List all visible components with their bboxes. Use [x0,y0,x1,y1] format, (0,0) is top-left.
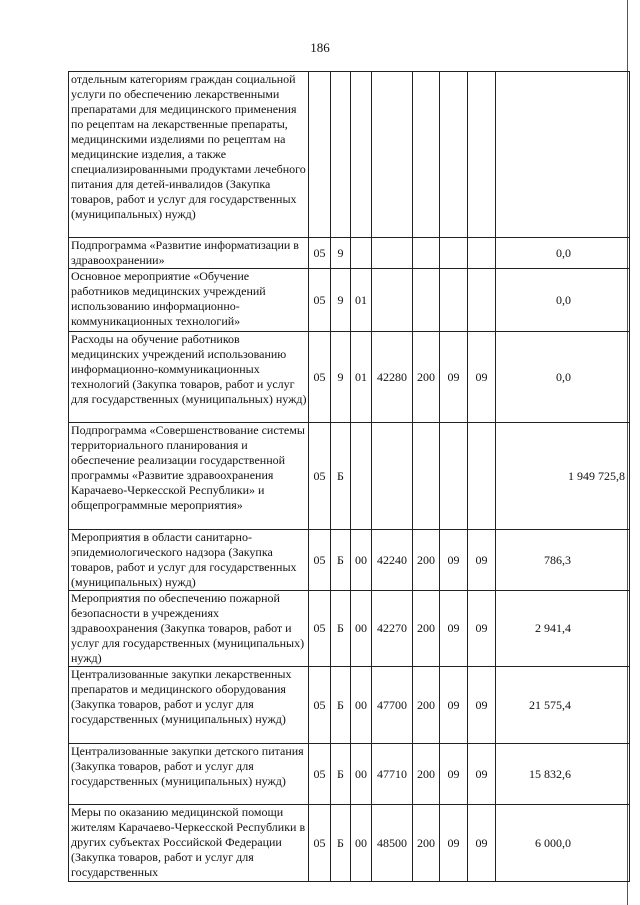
cell-c4: 47700 [372,667,413,744]
cell-c4: 47710 [372,744,413,805]
cell-c4: 42240 [372,530,413,591]
cell-c2: Б [331,744,351,805]
cell-c1: 05 [309,805,331,882]
row-name: Мероприятия в области санитарно-эпидемиологического надзора (Закупка товаров, работ и услуг для государственных (муниципальных) нужд) [69,530,309,591]
cell-c7 [468,269,496,332]
cell-c6 [440,269,468,332]
cell-amount: 0,0 [496,238,630,269]
cell-amount: 15 832,6 [496,744,630,805]
cell-c5 [413,423,440,530]
cell-amount: 1 949 725,8 [496,423,630,530]
table-row [69,332,630,423]
row-name: Основное мероприятие «Обучение работников медицинских учреждений использованию информационно-коммуникационных технологий» [69,269,309,332]
cell-c1: 05 [309,269,331,332]
cell-amount: 6 000,0 [496,805,630,882]
cell-c5 [413,72,440,238]
cell-c4: 48500 [372,805,413,882]
cell-c3 [351,423,372,530]
cell-amount: 21 575,4 [496,667,630,744]
cell-c7: 09 [468,667,496,744]
cell-c1: 05 [309,238,331,269]
cell-c2: 9 [331,238,351,269]
cell-c3: 00 [351,530,372,591]
cell-c7 [468,423,496,530]
table-row [69,591,630,667]
cell-c2: Б [331,591,351,667]
cell-c7 [468,238,496,269]
cell-c6: 09 [440,332,468,423]
cell-c7: 09 [468,591,496,667]
table-body [69,72,630,882]
table-row [69,805,630,882]
cell-c1: 05 [309,667,331,744]
cell-c3: 00 [351,667,372,744]
cell-c3: 00 [351,591,372,667]
cell-c7: 09 [468,805,496,882]
cell-c6 [440,72,468,238]
cell-c5: 200 [413,805,440,882]
cell-c4 [372,72,413,238]
cell-c1: 05 [309,591,331,667]
table-row [69,744,630,805]
cell-c1: 05 [309,423,331,530]
cell-c3 [351,72,372,238]
page-number: 186 [310,40,330,55]
table-row [69,238,630,269]
cell-c5: 200 [413,591,440,667]
cell-c3: 00 [351,805,372,882]
row-name: Подпрограмма «Развитие информатизации в здравоохранении» [69,238,309,269]
cell-c2: Б [331,667,351,744]
cell-c2: Б [331,423,351,530]
table-row [69,269,630,332]
table-row [69,423,630,530]
row-name: отдельным категориям граждан социальной услуги по обеспечению лекарственными препаратами для медицинского применения по рецептам на лекарственные препараты, медицинскими изделиями по рецептам на медицинские изделия, а также специализированными продуктами лечебного питания для детей-инвалидов (Закупка товаров, работ и услуг для государственных (муниципальных) нужд) [69,72,309,238]
table-row [69,530,630,591]
cell-c4: 42280 [372,332,413,423]
cell-amount: 2 941,4 [496,591,630,667]
cell-c2: Б [331,530,351,591]
cell-c2 [331,72,351,238]
cell-c7: 09 [468,530,496,591]
cell-amount: 0,0 [496,332,630,423]
cell-amount [496,72,630,238]
cell-c1: 05 [309,744,331,805]
cell-c2: 9 [331,269,351,332]
cell-c4 [372,238,413,269]
cell-c3: 01 [351,269,372,332]
cell-c1 [309,72,331,238]
cell-c2: 9 [331,332,351,423]
cell-c6: 09 [440,591,468,667]
cell-amount: 0,0 [496,269,630,332]
cell-c6: 09 [440,744,468,805]
row-name: Меры по оказанию медицинской помощи жителям Карачаево-Черкесской Республики в других субъектах Российской Федерации (Закупка товаров, работ и услуг для государственных [69,805,309,882]
cell-c6: 09 [440,530,468,591]
cell-c7: 09 [468,332,496,423]
cell-c6 [440,423,468,530]
cell-c5 [413,269,440,332]
cell-c3: 01 [351,332,372,423]
cell-c4 [372,423,413,530]
row-name: Подпрограмма «Совершенствование системы территориального планирования и обеспечение реализации государственной программы «Развитие здравоохранения Карачаево-Черкесской Республики» и общепрограммные мероприятия» [69,423,309,530]
row-name: Мероприятия по обеспечению пожарной безопасности в учреждениях здравоохранения (Закупка товаров, работ и услуг для государственных (муниципальных) нужд) [69,591,309,667]
cell-c1: 05 [309,530,331,591]
cell-c6: 09 [440,667,468,744]
cell-c5: 200 [413,744,440,805]
cell-c7 [468,72,496,238]
cell-c2: Б [331,805,351,882]
row-name: Централизованные закупки детского питания (Закупка товаров, работ и услуг для государственных (муниципальных) нужд) [69,744,309,805]
cell-c5: 200 [413,332,440,423]
cell-c5: 200 [413,667,440,744]
cell-c4 [372,269,413,332]
cell-c3: 00 [351,744,372,805]
row-name: Расходы на обучение работников медицинских учреждений использованию информационно-коммуникационных технологий (Закупка товаров, работ и услуг для государственных (муниципальных) нужд) [69,332,309,423]
table-row [69,72,630,238]
cell-c5 [413,238,440,269]
cell-c6 [440,238,468,269]
cell-c5: 200 [413,530,440,591]
cell-c7: 09 [468,744,496,805]
cell-c1: 05 [309,332,331,423]
cell-c6: 09 [440,805,468,882]
cell-amount: 786,3 [496,530,630,591]
cell-c4: 42270 [372,591,413,667]
table-row [69,667,630,744]
budget-table [68,71,630,882]
cell-c3 [351,238,372,269]
row-name: Централизованные закупки лекарственных препаратов и медицинского оборудования (Закупка товаров, работ и услуг для государственных (муниципальных) нужд) [69,667,309,744]
